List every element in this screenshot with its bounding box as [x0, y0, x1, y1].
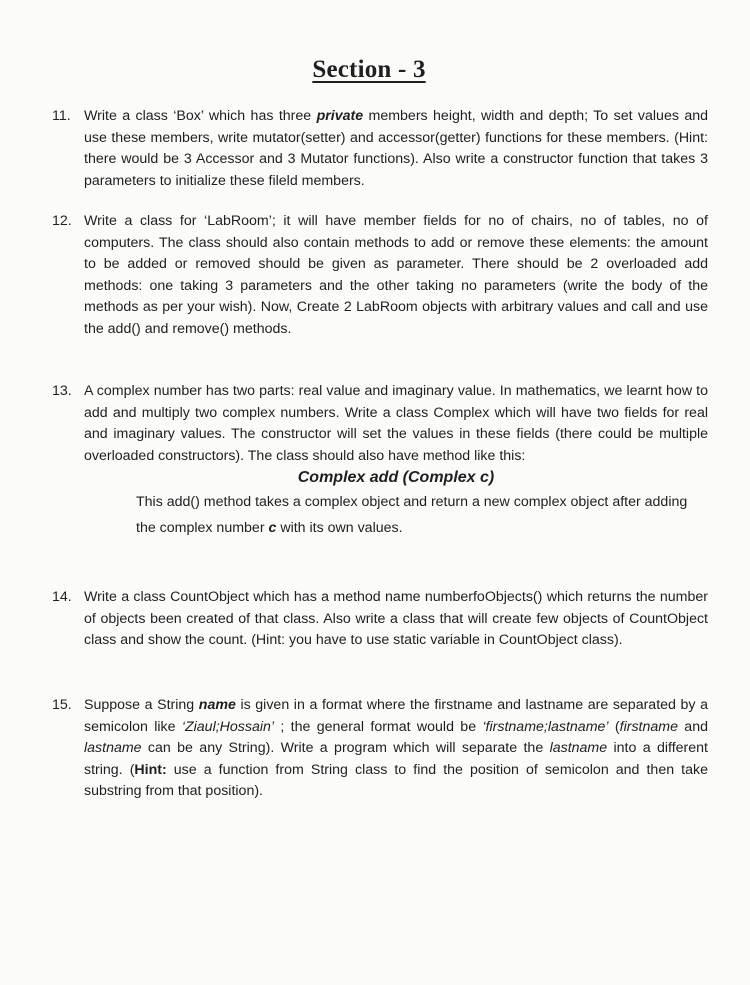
lastname-term: lastname	[84, 740, 142, 757]
text-segment: members height, width and depth; To set values and use these members, write mutator(setter) and accessor(getter) functions for these members. (Hint: there would be 3 Accessor and 3 Mutator functions). Also write a constructor function that takes 3 parameters to initialize these fileld members.	[84, 108, 709, 189]
question-15	[52, 695, 708, 803]
keyword-name: name	[198, 697, 236, 713]
section-title-text: Section - 3	[312, 56, 426, 83]
text-segment: can be any String). Write a program which will separate the	[141, 740, 550, 757]
firstname-term: firstname	[619, 718, 678, 735]
text-segment: This add() method takes a complex object and return a new complex object after adding the complex number	[136, 493, 688, 536]
example-string: ‘Ziaul;Hossain’	[181, 718, 275, 735]
question-body	[84, 106, 708, 192]
text-segment: and	[677, 718, 708, 735]
question-number: 12.	[52, 213, 72, 229]
variable-c: c	[268, 519, 277, 536]
question-body	[84, 695, 708, 803]
format-string: ‘firstname;lastname’	[482, 718, 609, 735]
question-13	[52, 381, 708, 541]
question-number: 11.	[52, 108, 71, 124]
method-description	[136, 489, 708, 541]
keyword-private: private	[316, 108, 364, 124]
question-text	[84, 106, 708, 192]
text-segment: is given in a format where the firstname and lastname are separated by a semicolon like	[84, 697, 708, 735]
lastname-term: lastname	[549, 740, 608, 757]
question-number: 15.	[52, 697, 72, 713]
question-text	[84, 695, 708, 803]
question-text: Write a class CountObject which has a method name numberfoObjects() which returns the number of objects been created of that class. Also write a class that will create few objects of CountObject class and show the count. (Hint: you have to use static variable in CountObject class).	[84, 589, 708, 649]
question-11	[52, 106, 708, 192]
hint-label: Hint:	[134, 761, 167, 778]
text-segment: with its own values.	[276, 519, 403, 536]
section-title	[0, 56, 738, 84]
method-signature: Complex add (Complex c)	[297, 469, 495, 487]
question-12	[52, 211, 708, 341]
text-segment: Write a class ‘Box’ which has three	[84, 108, 317, 124]
question-body	[84, 211, 708, 341]
question-body	[84, 381, 708, 541]
question-number: 14.	[52, 589, 72, 605]
text-segment: into a different string. (	[84, 740, 708, 778]
question-number: 13.	[52, 383, 72, 399]
question-text: Write a class for ‘LabRoom’; it will have member fields for no of chairs, no of tables, no of computers. The class should also contain methods to add or remove these elements: the amount to be added or removed should be given as parameter. There should be 2 overloaded add methods: one taking 3 parameters and the other taking no parameters (write the body of the methods as per your wish). Now, Create 2 LabRoom objects with arbitrary values and call and use the add() and remove() methods.	[84, 213, 708, 337]
question-text: A complex number has two parts: real value and imaginary value. In mathematics, we learnt how to add and multiply two complex numbers. Write a class Complex which will have two fields for real and imaginary values. The constructor will set the values in these fields (there could be multiple overloaded constructors). The class should also have method like this:	[84, 383, 708, 464]
text-segment: use a function from String class to find the position of semicolon and then take substring from that position).	[84, 761, 708, 800]
question-body	[84, 587, 708, 652]
text-segment: (	[608, 718, 620, 735]
question-14	[52, 587, 708, 652]
text-segment: Suppose a String	[84, 697, 199, 713]
text-segment: ; the general format would be	[274, 718, 483, 735]
